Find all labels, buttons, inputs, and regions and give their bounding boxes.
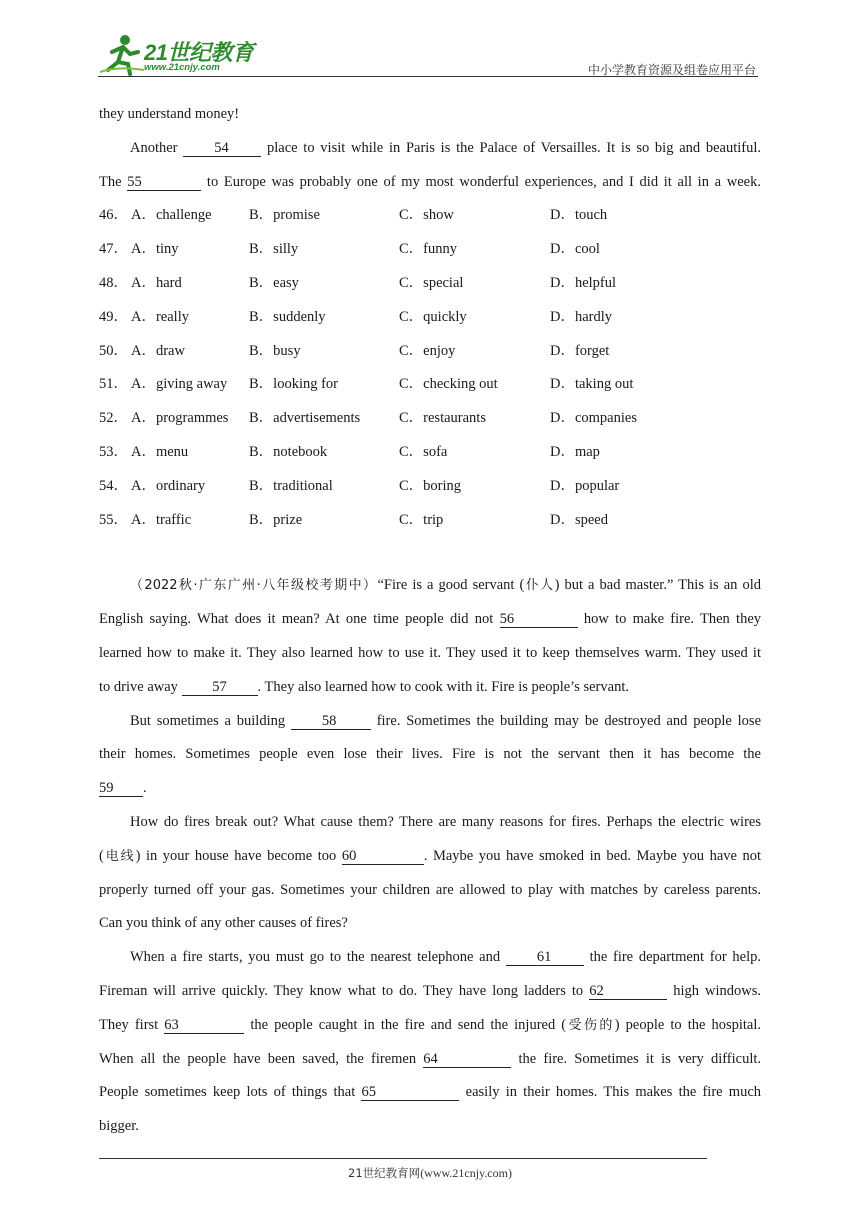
answer-blank-60[interactable]: 60 [342,848,424,865]
option-b[interactable]: B．advertisements [249,410,361,427]
answer-blank-62[interactable]: 62 [589,983,667,1000]
question-options: 52． A．programmes B．advertisements C．restaurants D．companies [99,402,761,436]
option-a[interactable]: A．giving away [131,376,228,393]
option-a[interactable]: A．really [131,308,189,325]
option-d[interactable]: D．helpful [550,274,617,291]
passage-line: How do fires break out? What cause them? There are many reasons for fires. Perhaps the electric wires [130,813,761,830]
site-logo[interactable] [98,32,268,76]
page-footer [0,1165,860,1181]
option-d[interactable]: D．cool [550,241,600,258]
option-b[interactable]: B．busy [249,342,301,359]
question-options: 51． A．giving away B．looking for C．checking out D．taking out [99,368,761,402]
passage-line: they understand money! [99,106,240,122]
option-a[interactable]: A．tiny [131,241,179,258]
option-b[interactable]: B．promise [249,207,320,224]
option-c[interactable]: C．show [399,207,454,224]
passage-line: （2022秋·广东广州·八年级校考期中）“Fire is a good servant (仆人) but a bad master.” This is an old [130,577,761,594]
option-b[interactable]: B．notebook [249,443,328,460]
answer-blank-58[interactable]: 58 [291,713,371,730]
option-b[interactable]: B．easy [249,274,299,291]
option-a[interactable]: A．challenge [131,207,212,224]
answer-blank-56[interactable]: 56 [500,611,578,628]
passage-line: 59 . [99,780,147,797]
header-divider [98,76,758,77]
answer-blank-64[interactable]: 64 [423,1051,511,1068]
answer-blank-65[interactable]: 65 [361,1084,459,1101]
option-b[interactable]: B．prize [249,511,303,528]
runner-logo-icon [98,32,146,76]
option-c[interactable]: C．enjoy [399,342,456,359]
option-c[interactable]: C．checking out [399,376,498,393]
passage-line: their homes. Sometimes people even lose their lives. Fire is not the servant then it has become the [99,746,761,763]
option-d[interactable]: D．speed [550,511,608,528]
option-a[interactable]: A．ordinary [131,477,206,494]
option-a[interactable]: A．hard [131,274,182,291]
options-list [99,199,761,537]
passage-line: People sometimes keep lots of things that 65 easily in their homes. This makes the fire much [99,1084,762,1101]
passage-line: to drive away 57 . They also learned how to cook with it. Fire is people’s servant. [99,678,629,695]
option-a[interactable]: A．draw [131,342,185,359]
source-label: （2022秋·广东广州·八年级校考期中） [130,578,378,594]
answer-blank-54[interactable]: 54 [183,140,261,157]
passage-line: (电线) in your house have become too 60 . Maybe you have smoked in bed. Maybe you have not [99,847,761,864]
passage-line: Can you think of any other causes of fires? [99,915,348,932]
question-options: 47． A．tiny B．silly C．funny D．cool [99,233,761,267]
option-b[interactable]: B．looking for [249,376,339,393]
footer-url[interactable]: (www.21cnjy.com) [420,1166,512,1180]
option-d[interactable]: D．touch [550,207,608,224]
option-a[interactable]: A．traffic [131,511,192,528]
footer-divider [99,1158,707,1159]
passage-line: bigger. [99,1118,139,1135]
document-body [99,98,761,1144]
platform-name: 中小学教育资源及组卷应用平台 [587,63,756,77]
passage-line: Another 54 place to visit while in Paris is the Palace of Versailles. It is so big and beautiful. [130,139,762,156]
passage-line: When a fire starts, you must go to the nearest telephone and 61 the fire department for help. [130,949,761,966]
option-c[interactable]: C．trip [399,511,444,528]
question-options: 50． A．draw B．busy C．enjoy D．forget [99,335,761,369]
option-b[interactable]: B．silly [249,241,299,258]
page-header [98,30,758,78]
option-b[interactable]: B．traditional [249,477,333,494]
option-d[interactable]: D．forget [550,342,610,359]
passage-line: properly turned off your gas. Sometimes your children are allowed to play with matches by careless parents. [99,881,761,898]
question-options: 48． A．hard B．easy C．special D．helpful [99,267,761,301]
option-b[interactable]: B．suddenly [249,308,326,325]
answer-blank-61[interactable]: 61 [506,949,584,966]
option-c[interactable]: C．sofa [399,443,448,460]
option-c[interactable]: C．boring [399,477,462,494]
answer-blank-55[interactable]: 55 [127,174,201,191]
option-c[interactable]: C．restaurants [399,410,486,427]
option-d[interactable]: D．popular [550,477,620,494]
passage-line: But sometimes a building 58 fire. Sometimes the building may be destroyed and people lose [130,712,761,729]
answer-blank-63[interactable]: 63 [164,1017,244,1034]
question-options: 53． A．menu B．notebook C．sofa D．map [99,436,761,470]
option-d[interactable]: D．companies [550,410,637,427]
option-c[interactable]: C．quickly [399,308,467,325]
question-options: 54． A．ordinary B．traditional C．boring D．popular [99,470,761,504]
option-a[interactable]: A．programmes [131,410,229,427]
question-options: 55． A．traffic B．prize C．trip D．speed [99,504,761,538]
answer-blank-59[interactable]: 59 [99,780,143,797]
option-c[interactable]: C．funny [399,241,457,258]
option-c[interactable]: C．special [399,274,464,291]
option-a[interactable]: A．menu [131,443,189,460]
passage-line: They first 63 the people caught in the fire and send the injured (受伤的) people to the hospital. [99,1016,762,1033]
logo-url: www.21cnjy.com [144,62,220,73]
question-options: 46． A．challenge B．promise C．show D．touch [99,199,761,233]
option-d[interactable]: D．map [550,443,600,460]
question-options: 49． A．really B．suddenly C．quickly D．hardly [99,301,761,335]
passage-line: English saying. What does it mean? At one time people did not 56 how to make fire. Then they [99,611,762,628]
passage-line: learned how to make it. They also learned how to use it. They used it to keep themselves warm. They used it [99,644,761,661]
logo-text: 21世纪教育 [144,40,254,65]
footer-site-name: 21世纪教育网 [348,1166,421,1180]
passage-line: The 55 to Europe was probably one of my most wonderful experiences, and I did it all in a week. [99,173,761,190]
option-d[interactable]: D．hardly [550,308,613,325]
passage-line: When all the people have been saved, the firemen 64 the fire. Sometimes it is very difficult. [99,1050,762,1067]
answer-blank-57[interactable]: 57 [182,679,258,696]
passage-line: Fireman will arrive quickly. They know what to do. They have long ladders to 62 high windows. [99,982,761,999]
option-d[interactable]: D．taking out [550,376,634,393]
